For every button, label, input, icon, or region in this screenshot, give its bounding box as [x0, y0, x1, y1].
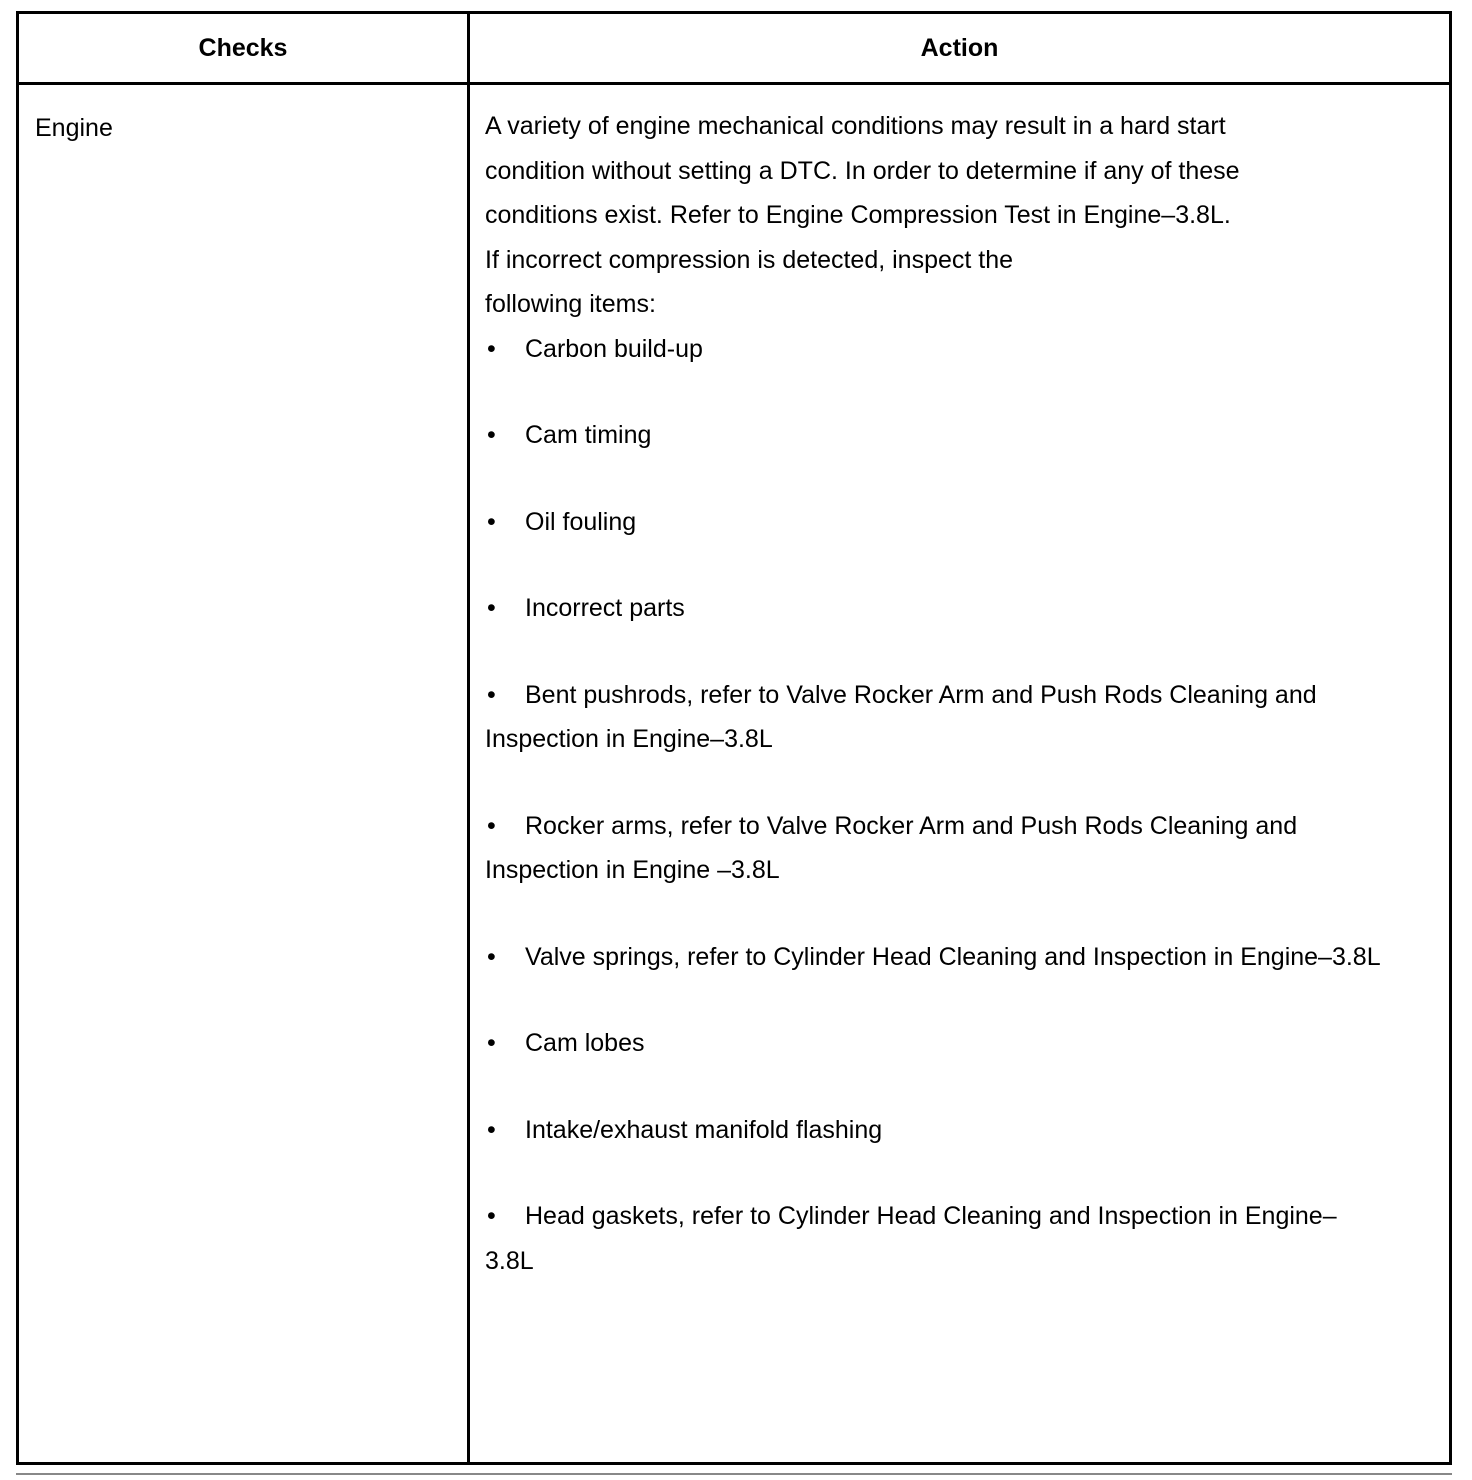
list-item — [485, 1108, 1385, 1153]
list-item-text: Cam timing — [525, 421, 652, 449]
column-divider — [467, 14, 470, 1462]
list-item — [485, 413, 1385, 458]
intro-line: condition without setting a DTC. In order to determine if any of these — [485, 156, 1240, 185]
intro-line: conditions exist. Refer to Engine Compression Test in Engine–3.8L. — [485, 201, 1231, 229]
list-item — [485, 1021, 1385, 1066]
list-item-text: Oil fouling — [525, 507, 637, 536]
list-item — [485, 935, 1385, 980]
list-item-text: Intake/exhaust manifold flashing — [525, 1115, 883, 1144]
bottom-rule — [16, 1473, 1452, 1475]
list-item-text: Bent pushrods, refer to Valve Rocker Arm and Push Rods Cleaning and Inspection in Engine–3.8L — [485, 680, 1317, 753]
action-intro — [485, 104, 1385, 327]
bullet-icon: • — [487, 1029, 496, 1057]
list-item-text: Carbon build-up — [525, 334, 703, 363]
intro-line: following items: — [485, 290, 656, 318]
list-item — [485, 804, 1385, 893]
intro-line: A variety of engine mechanical conditions may result in a hard start — [485, 112, 1226, 140]
header-divider — [19, 82, 1449, 85]
list-item-text: Valve springs, refer to Cylinder Head Cleaning and Inspection in Engine–3.8L — [525, 942, 1381, 971]
bullet-icon: • — [487, 334, 496, 363]
action-cell — [485, 104, 1385, 1325]
list-item — [485, 673, 1385, 762]
intro-line: If incorrect compression is detected, inspect the — [485, 245, 1014, 274]
bullet-icon: • — [487, 594, 496, 622]
list-item — [485, 500, 1385, 545]
bullet-icon: • — [487, 421, 496, 449]
header-checks: Checks — [198, 33, 288, 62]
bullet-icon: • — [487, 507, 496, 536]
list-item — [485, 1194, 1385, 1283]
checks-action-table — [16, 11, 1452, 1465]
list-item-text: Head gaskets, refer to Cylinder Head Cleaning and Inspection in Engine–3.8L — [485, 1202, 1337, 1275]
list-item-text: Rocker arms, refer to Valve Rocker Arm and Push Rods Cleaning and Inspection in Engine –3.8L — [485, 811, 1298, 884]
list-item — [485, 586, 1385, 631]
bullet-icon: • — [487, 1115, 496, 1144]
bullet-icon: • — [487, 680, 496, 709]
bullet-icon: • — [487, 942, 496, 971]
bullet-icon: • — [487, 811, 496, 840]
header-action: Action — [920, 33, 999, 62]
list-item-text: Cam lobes — [525, 1029, 645, 1057]
list-item-text: Incorrect parts — [525, 594, 685, 622]
inspection-items-list — [485, 327, 1385, 1284]
check-cell-engine: Engine — [35, 114, 113, 142]
list-item — [485, 327, 1385, 372]
bullet-icon: • — [487, 1202, 496, 1230]
